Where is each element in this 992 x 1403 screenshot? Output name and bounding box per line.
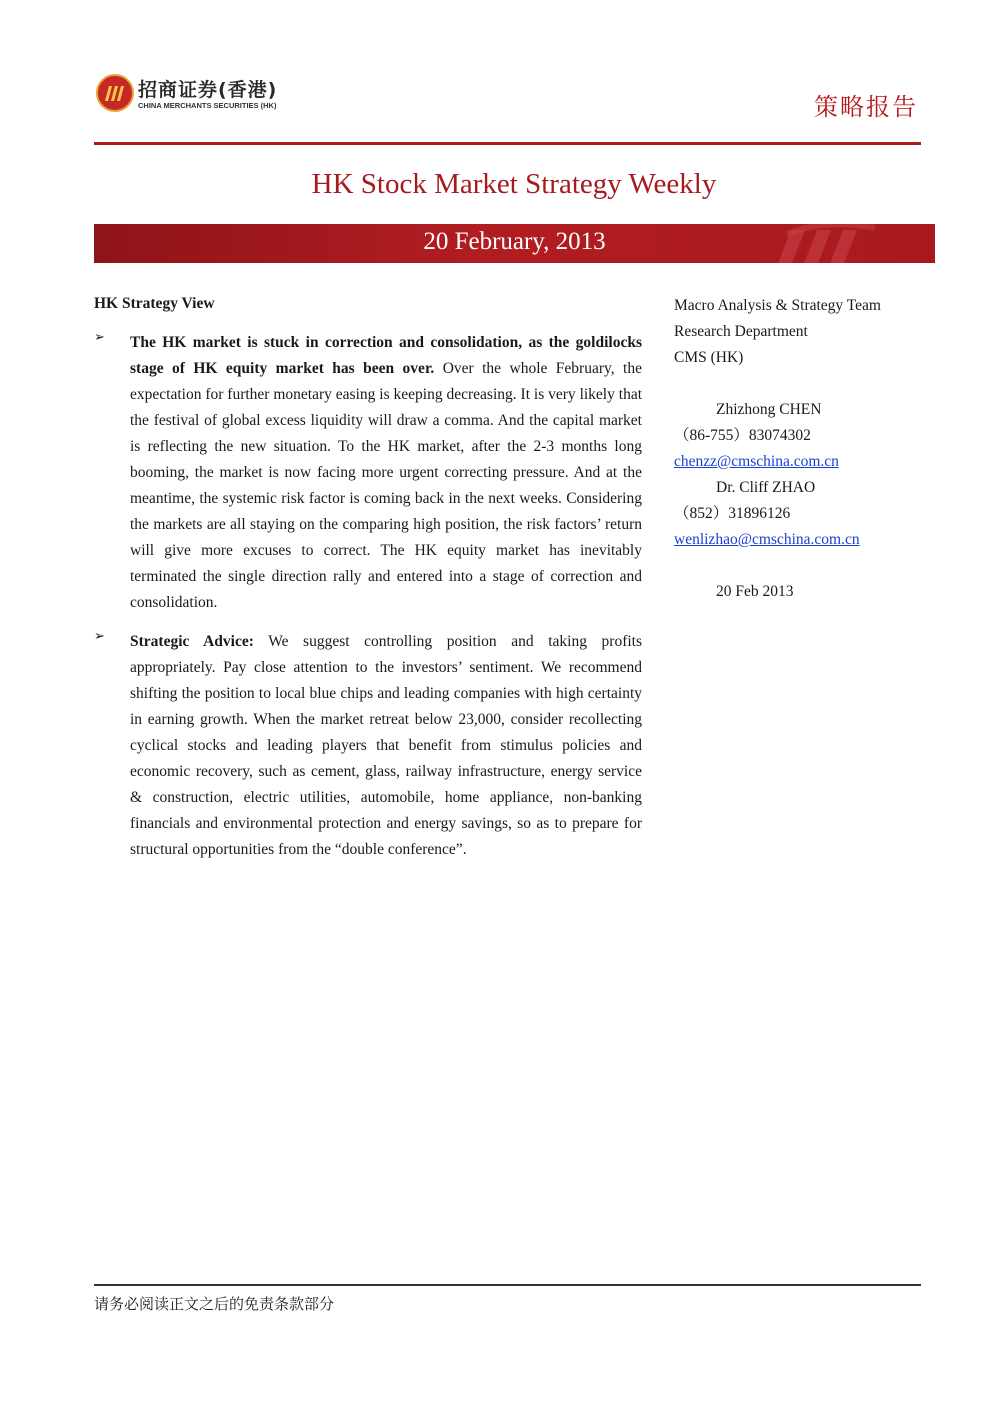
cms-logo-icon [96, 74, 134, 112]
bullet-point [94, 330, 642, 616]
date-banner [94, 224, 935, 263]
analyst-name: Zhizhong CHEN [716, 401, 822, 418]
footer-divider [94, 1284, 921, 1286]
bullet-lead: Strategic Advice: [130, 633, 254, 650]
logo-english-name: CHINA MERCHANTS SECURITIES (HK) [138, 101, 277, 110]
analyst-phone: （852）31896126 [674, 505, 791, 522]
report-type-label: 策略报告 [814, 93, 918, 121]
report-date: 20 February, 2013 [423, 228, 606, 255]
header-divider [94, 142, 921, 145]
bullet-paragraph [130, 330, 642, 616]
author-sidebar [674, 293, 922, 371]
arrow-bullet-icon: ➢ [94, 629, 105, 644]
analyst-contacts [674, 397, 922, 553]
team-name: Macro Analysis & Strategy Team [674, 297, 881, 314]
section-heading: HK Strategy View [94, 295, 215, 312]
analyst-email-link[interactable]: chenzz@cmschina.com.cn [674, 453, 839, 470]
analyst-name: Dr. Cliff ZHAO [716, 479, 816, 496]
department-name: Research Department [674, 323, 808, 340]
arrow-bullet-icon: ➢ [94, 330, 105, 345]
analyst-email-link[interactable]: wenlizhao@cmschina.com.cn [674, 531, 860, 548]
sidebar-date: 20 Feb 2013 [716, 583, 794, 600]
bullet-point [94, 629, 642, 863]
report-title: HK Stock Market Strategy Weekly [311, 168, 717, 200]
bullet-text: Over the whole February, the expectation for further monetary easing is keeping decreasing. It is very likely that the festival of global excess liquidity will draw a comma. And the capital market is reflecting the new situation. To the HK market, after the 2-3 months long booming, the market is now facing more urgent correcting pressure. And at the meantime, the systemic risk factor is coming back in the next weeks. Considering the markets are all staying on the comparing high position, the risk factors’ return will give more excuses to correct. The HK equity market has inevitably terminated the single direction rally and entered into a stage of correction and consolidation. [130, 360, 642, 611]
bullet-lead: The HK market is stuck in correction and consolidation, as the goldilocks stage of HK equity market has been over. [130, 334, 642, 377]
bullet-paragraph [130, 629, 642, 863]
analyst-phone: （86-755）83074302 [674, 427, 811, 444]
sidebar-date-block [674, 579, 922, 605]
logo-chinese-name: 招商证券(香港) [138, 79, 278, 101]
bullet-text: We suggest controlling position and taking profits appropriately. Pay close attention to the investors’ sentiment. We recommend shifting the position to local blue chips and leading companies with high certainty in earning growth. When the market retreat below 23,000, consider recollecting cyclical stocks and leading players that benefit from stimulus policies and economic recovery, such as cement, glass, railway infrastructure, energy service & construction, electric utilities, automobile, home appliance, non-banking financials and environmental protection and energy savings, so as to prepare for structural opportunities from the “double conference”. [130, 633, 642, 858]
company-logo [96, 74, 326, 118]
footer-disclaimer: 请务必阅读正文之后的免责条款部分 [94, 1295, 335, 1313]
company-name: CMS (HK) [674, 349, 744, 366]
